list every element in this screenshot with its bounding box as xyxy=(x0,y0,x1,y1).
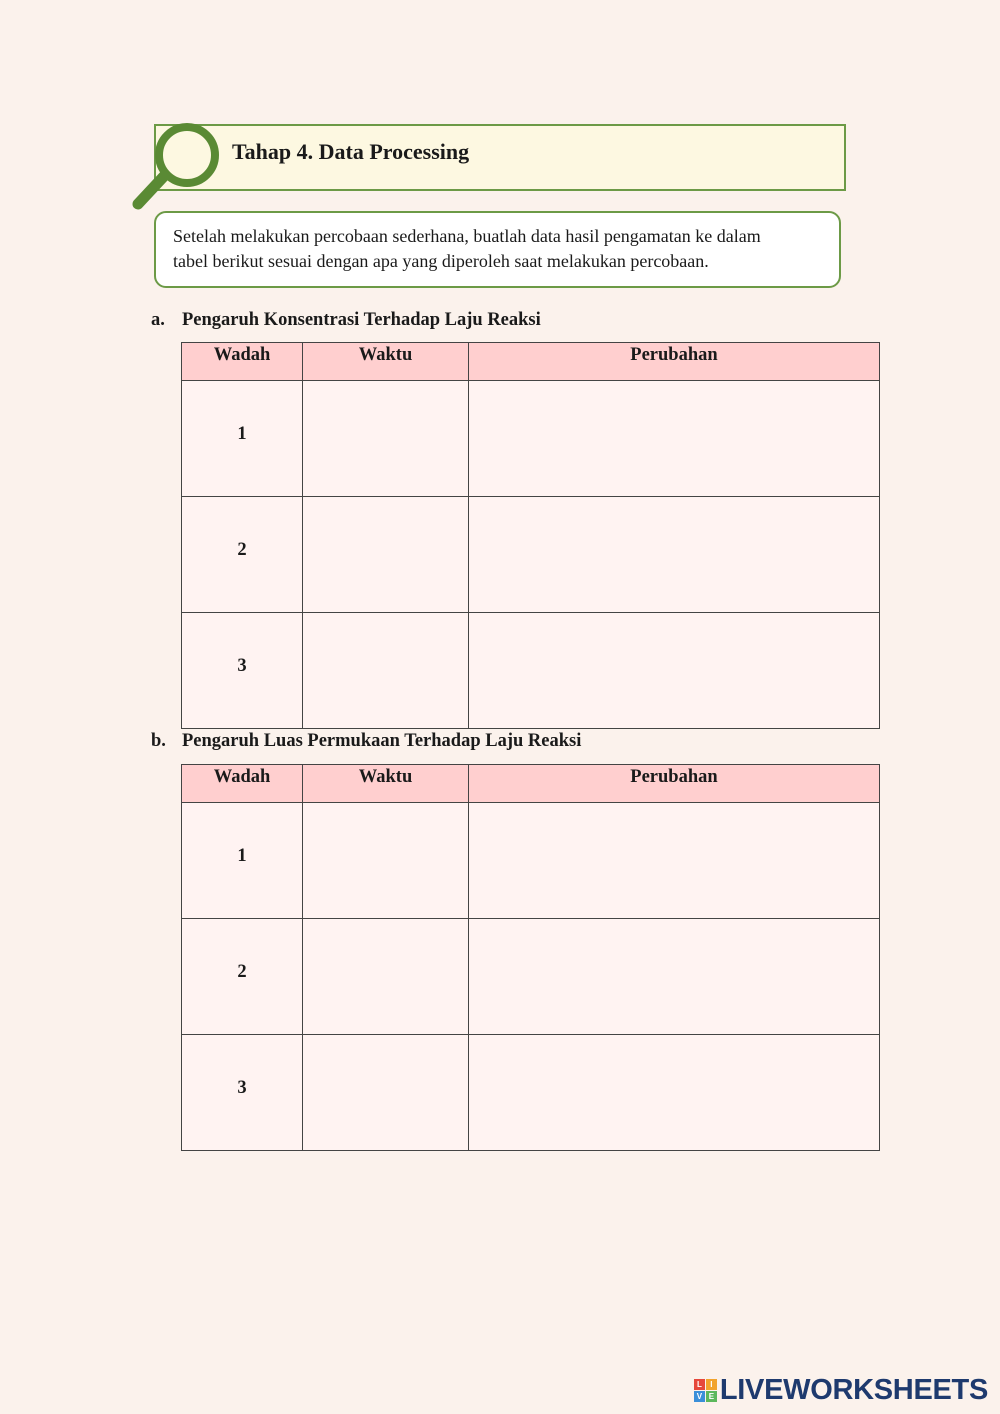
section-title: Pengaruh Luas Permukaan Terhadap Laju Reaksi xyxy=(182,731,582,751)
perubahan-input-cell[interactable] xyxy=(469,381,880,497)
table-row xyxy=(182,613,880,729)
wadah-cell: 1 xyxy=(182,381,303,497)
section-heading-b xyxy=(151,731,581,752)
section-marker: b. xyxy=(151,731,166,751)
table-row xyxy=(182,919,880,1035)
waktu-input-cell[interactable] xyxy=(303,919,469,1035)
logo-letter: L xyxy=(694,1379,705,1390)
table-row xyxy=(182,381,880,497)
column-header: Waktu xyxy=(303,765,469,803)
waktu-input-cell[interactable] xyxy=(303,497,469,613)
column-header: Perubahan xyxy=(469,343,880,381)
instruction-line: Setelah melakukan percobaan sederhana, buatlah data hasil pengamatan ke dalam xyxy=(173,226,761,246)
observation-table-a xyxy=(181,342,880,729)
instruction-line: tabel berikut sesuai dengan apa yang diperoleh saat melakukan percobaan. xyxy=(173,251,709,271)
table-row xyxy=(182,803,880,919)
wadah-cell: 2 xyxy=(182,497,303,613)
column-header: Waktu xyxy=(303,343,469,381)
observation-table-b xyxy=(181,764,880,1151)
wadah-cell: 3 xyxy=(182,613,303,729)
perubahan-input-cell[interactable] xyxy=(469,1035,880,1151)
magnifier-icon xyxy=(128,118,228,218)
table-header-row xyxy=(182,343,880,381)
liveworksheets-logo[interactable] xyxy=(694,1372,988,1408)
column-header: Perubahan xyxy=(469,765,880,803)
wadah-cell: 1 xyxy=(182,803,303,919)
logo-grid-icon xyxy=(694,1379,717,1402)
wadah-cell: 2 xyxy=(182,919,303,1035)
logo-letter: V xyxy=(694,1391,705,1402)
section-title: Pengaruh Konsentrasi Terhadap Laju Reaksi xyxy=(182,310,541,330)
perubahan-input-cell[interactable] xyxy=(469,919,880,1035)
instruction-box xyxy=(154,211,841,288)
logo-letter: I xyxy=(706,1379,717,1390)
wadah-cell: 3 xyxy=(182,1035,303,1151)
logo-letter: E xyxy=(706,1391,717,1402)
section-heading-a xyxy=(151,310,541,331)
waktu-input-cell[interactable] xyxy=(303,381,469,497)
column-header: Wadah xyxy=(182,765,303,803)
table-header-row xyxy=(182,765,880,803)
section-marker: a. xyxy=(151,310,165,330)
table-row xyxy=(182,497,880,613)
perubahan-input-cell[interactable] xyxy=(469,497,880,613)
waktu-input-cell[interactable] xyxy=(303,803,469,919)
perubahan-input-cell[interactable] xyxy=(469,803,880,919)
waktu-input-cell[interactable] xyxy=(303,1035,469,1151)
perubahan-input-cell[interactable] xyxy=(469,613,880,729)
column-header: Wadah xyxy=(182,343,303,381)
logo-text: LIVEWORKSHEETS xyxy=(719,1373,988,1406)
stage-title: Tahap 4. Data Processing xyxy=(232,139,470,164)
waktu-input-cell[interactable] xyxy=(303,613,469,729)
table-row xyxy=(182,1035,880,1151)
